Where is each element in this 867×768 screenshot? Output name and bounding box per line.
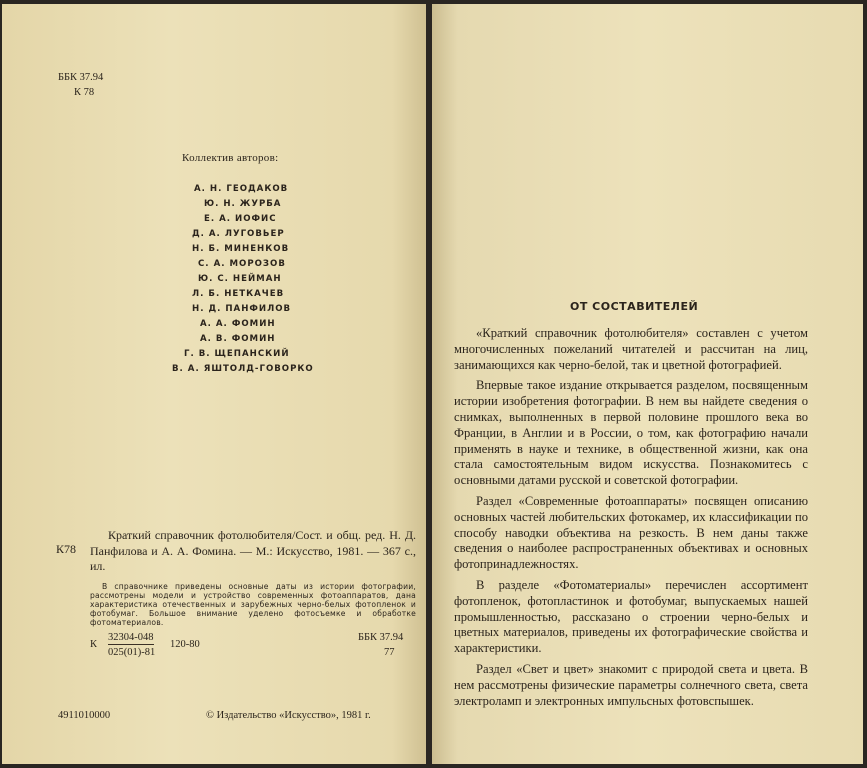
catalog-k: К: [90, 639, 98, 650]
author-name: Н. Б. МИНЕНКОВ: [192, 244, 290, 254]
author-name: Е. А. ИОФИС: [204, 214, 277, 224]
left-page: [2, 4, 426, 764]
paragraph: «Краткий справочник фотолюбителя» составлен с учетом многочисленных пожеланий читателей и рассчитан на лиц, занимающихся как черно-белой, так и цветной фотографией.: [454, 326, 808, 372]
author-name: А. Н. ГЕОДАКОВ: [194, 184, 289, 194]
author-name: Ю. С. НЕЙМАН: [198, 274, 282, 284]
catalog-code-bottom: 025(01)-81: [108, 647, 156, 658]
author-name: Л. Б. НЕТКАЧЕВ: [192, 289, 285, 299]
isbn-code: 4911010000: [58, 710, 111, 721]
foreword-text: [454, 326, 808, 714]
copyright-line: © Издательство «Искусство», 1981 г.: [206, 710, 371, 721]
catalog-number: 120-80: [170, 639, 200, 650]
paragraph: В разделе «Фотоматериалы» перечислен ассортимент фотопленок, фотопластинок и фотобумаг, выпускаемых нашей промышленностью, рассказано о строении черно-белых и цветных материалов, приведены их фотографические свойства и характеристики.: [454, 577, 808, 656]
author-name: А. А. ФОМИН: [200, 319, 276, 329]
author-name: Г. В. ЩЕПАНСКИЙ: [184, 349, 290, 359]
section-heading: ОТ СОСТАВИТЕЛЕЙ: [570, 300, 699, 313]
catalog-code-top: 32304-048: [108, 632, 154, 643]
author-name: Д. А. ЛУГОВЬЕР: [192, 229, 285, 239]
biblio-annotation: В справочнике приведены основные даты из истории фотографии, рассмотрены модели и устройство современных фотоаппаратов, данa характеристика отечественных и зарубежных черно-белых фотопленок и фотобумаг. Большое внимание уделено фотосъемке и обработке фотоматериалов.: [90, 582, 416, 627]
author-name: Ю. Н. ЖУРБА: [204, 199, 282, 209]
right-page: [432, 4, 863, 764]
author-name: Н. Д. ПАНФИЛОВ: [192, 304, 292, 314]
author-name: В. А. ЯШТОЛД-ГОВОРКО: [172, 364, 314, 374]
paragraph: Раздел «Современные фотоаппараты» посвящен описанию основных частей любительских фотокамер, их классификации по способу наводки объектива на резкость. В нем даны также сведения о наиболее распространенных объективах и основных фотопринадлежностях.: [454, 493, 808, 572]
biblio-description: Краткий справочник фотолюбителя/Сост. и общ. ред. Н. Д. Панфилова и А. А. Фомина. — М.: Искусство, 1981. — 367 с., ил.: [90, 528, 416, 573]
bbk-code: ББК 37.94: [58, 72, 104, 83]
k-code: К 78: [74, 87, 95, 98]
author-name: С. А. МОРОЗОВ: [198, 259, 286, 269]
authors-title: Коллектив авторов:: [182, 152, 279, 164]
paragraph: Впервые такое издание открывается разделом, посвященным истории изобретения фотографии. В нем вы найдете сведения о снимках, выполненных в первой половине прошлого века во Франции, в Англии и в России, о том, как фотографию начали применять в науке и технике, в общественной жизни, как она стала самостоятельным видом искусства. Познакомитесь с основными датами русской и советской фотографии.: [454, 378, 808, 488]
catalog-bbk: ББК 37.94: [358, 632, 404, 643]
biblio-marker: К78: [56, 542, 77, 556]
author-name: А. В. ФОМИН: [200, 334, 276, 344]
catalog-bbk-number: 77: [384, 647, 395, 658]
paragraph: Раздел «Свет и цвет» знакомит с природой света и цвета. В нем рассмотрены физические параметры солнечного света, света электроламп и электронных импульсных фотовспышек.: [454, 661, 808, 708]
